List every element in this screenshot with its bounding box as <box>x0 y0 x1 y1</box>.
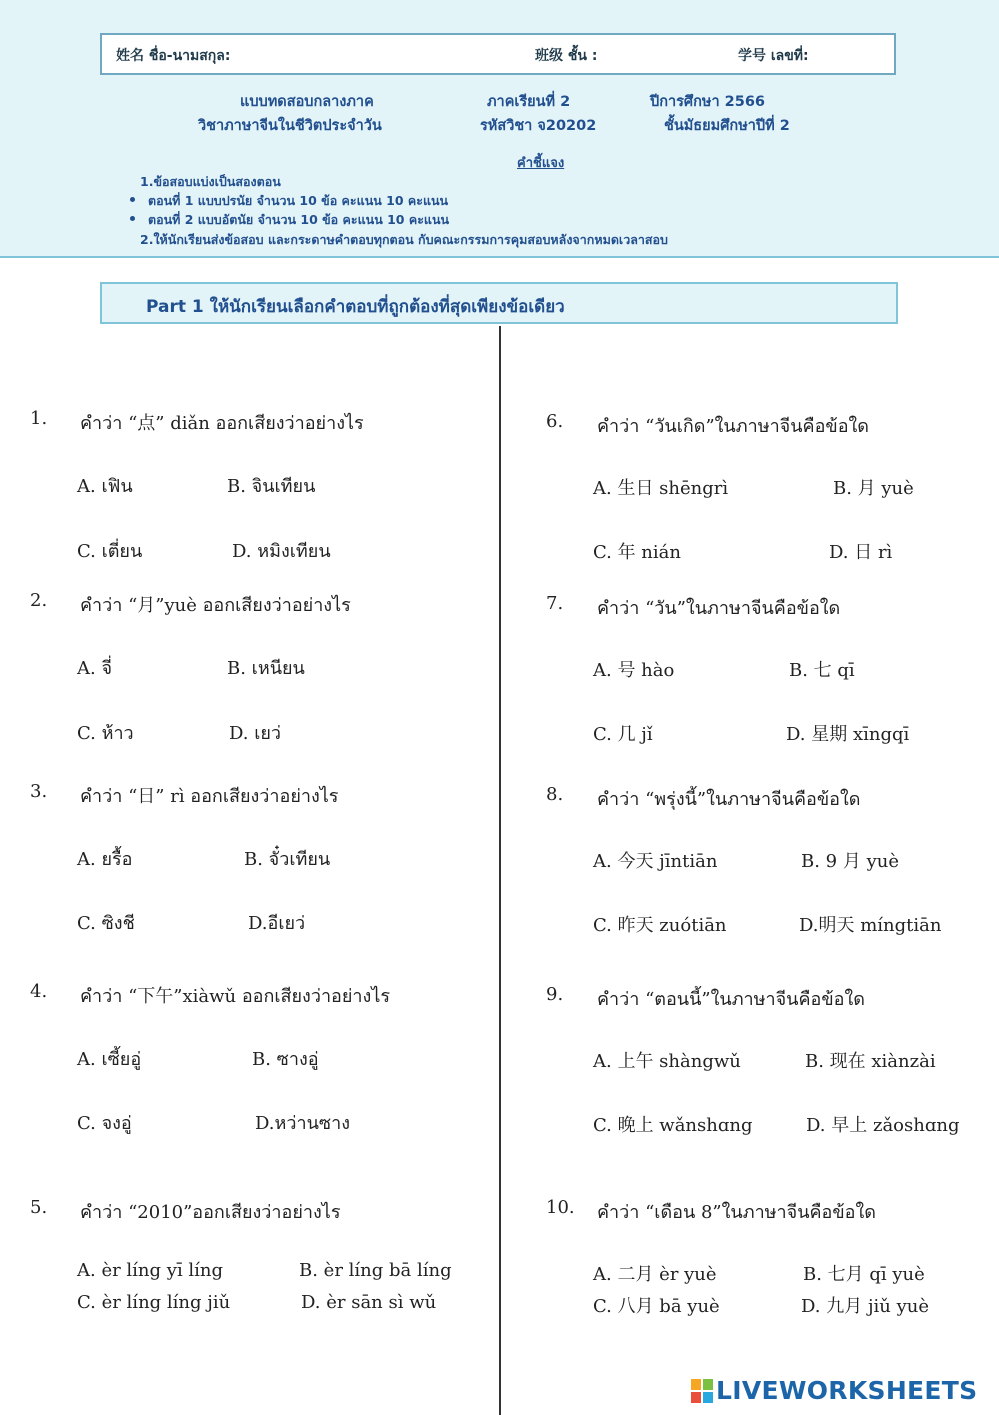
question-text: คำว่า “เดือน 8”ในภาษาจีนคือข้อใด <box>597 1202 876 1223</box>
name-label: 姓名 ชื่อ-นามสกุล: <box>116 48 231 64</box>
option-d[interactable]: D. 星期 xīngqī <box>786 724 910 745</box>
question-number: 4. <box>30 981 48 1002</box>
option-c[interactable]: C. ซิงชี <box>77 913 135 934</box>
academic-year: ปีการศึกษา 2566 <box>650 94 766 110</box>
option-b[interactable]: B. จั๋วเทียน <box>244 849 331 870</box>
option-b[interactable]: B. 七月 qī yuè <box>803 1264 925 1285</box>
question-text: คำว่า “วัน”ในภาษาจีนคือข้อใด <box>597 598 841 619</box>
option-c[interactable]: C. เตี่ยน <box>77 541 143 562</box>
liveworksheets-brand[interactable]: LIVEWORKSHEETS <box>716 1376 978 1405</box>
option-d[interactable]: D.明天 míngtiān <box>799 915 942 936</box>
question-text: คำว่า “พรุ่งนี้”ในภาษาจีนคือข้อใด <box>597 789 861 810</box>
question-number: 1. <box>30 408 48 429</box>
liveworksheets-logo-icon <box>691 1379 713 1403</box>
question-number: 2. <box>30 590 48 611</box>
option-d[interactable]: D. 九月 jiǔ yuè <box>801 1296 930 1317</box>
question-text: คำว่า “2010”ออกเสียงว่าอย่างไร <box>80 1202 341 1223</box>
instructions-title: คำชี้แจง <box>517 156 565 171</box>
option-a[interactable]: A. 二月 èr yuè <box>593 1264 717 1285</box>
subject-code: รหัสวิชา จ20202 <box>480 118 597 134</box>
option-b[interactable]: B. 现在 xiànzài <box>805 1051 936 1072</box>
option-d[interactable]: D.อีเยว่ <box>248 913 306 934</box>
subject-name: วิชาภาษาจีนในชีวิตประจำวัน <box>198 118 382 134</box>
question-number: 10. <box>546 1197 575 1218</box>
question-number: 8. <box>546 784 564 805</box>
number-label: 学号 เลขที่: <box>738 48 809 64</box>
option-c[interactable]: C. จงอู่ <box>77 1113 132 1134</box>
instruction-line: ตอนที่ 2 แบบอัตนัย จำนวน 10 ข้อ คะแนน 10 คะแนน <box>148 212 450 227</box>
option-b[interactable]: B. 9 月 yuè <box>801 851 899 872</box>
option-a[interactable]: A. 上午 shàngwǔ <box>593 1051 741 1072</box>
question-text: คำว่า “月”yuè ออกเสียงว่าอย่างไร <box>80 595 351 616</box>
question-number: 9. <box>546 984 564 1005</box>
option-c[interactable]: C. 八月 bā yuè <box>593 1296 720 1317</box>
option-c[interactable]: C. ห้าว <box>77 723 134 744</box>
instruction-line: ตอนที่ 1 แบบปรนัย จำนวน 10 ข้อ คะแนน 10 คะแนน <box>148 193 449 208</box>
part1-banner <box>100 282 898 324</box>
option-d[interactable]: D.หว่านซาง <box>255 1113 351 1134</box>
option-b[interactable]: B. ซางอู่ <box>252 1049 319 1070</box>
bullet-icon <box>130 216 135 221</box>
option-a[interactable]: A. 号 hào <box>593 660 675 681</box>
option-d[interactable]: D. èr sān sì wǔ <box>301 1292 437 1313</box>
question-number: 6. <box>546 411 564 432</box>
semester: ภาคเรียนที่ 2 <box>487 94 571 110</box>
option-b[interactable]: B. 月 yuè <box>833 478 914 499</box>
option-b[interactable]: B. 七 qī <box>789 660 855 681</box>
option-d[interactable]: D. 早上 zǎoshɑng <box>806 1115 960 1136</box>
question-text: คำว่า “ตอนนี้”ในภาษาจีนคือข้อใด <box>597 989 865 1010</box>
question-number: 5. <box>30 1197 48 1218</box>
grade-level: ชั้นมัธยมศึกษาปีที่ 2 <box>664 118 790 134</box>
option-b[interactable]: B. èr líng bā líng <box>299 1260 452 1281</box>
question-text: คำว่า “日” rì ออกเสียงว่าอย่างไร <box>80 786 339 807</box>
option-a[interactable]: A. เฟิน <box>77 476 133 497</box>
option-c[interactable]: C. 年 nián <box>593 542 681 563</box>
option-b[interactable]: B. เหนียน <box>227 658 305 679</box>
option-a[interactable]: A. เซี้ยอู่ <box>77 1049 142 1070</box>
option-a[interactable]: A. 今天 jīntiān <box>593 851 718 872</box>
student-info-box <box>100 33 896 75</box>
option-a[interactable]: A. èr líng yī líng <box>77 1260 224 1281</box>
option-c[interactable]: C. 几 jǐ <box>593 724 653 745</box>
option-a[interactable]: A. จี่ <box>77 658 112 679</box>
option-a[interactable]: A. ยรื้อ <box>77 849 133 870</box>
option-d[interactable]: D. 日 rì <box>829 542 893 563</box>
bullet-icon <box>130 197 135 202</box>
question-text: คำว่า “点” diǎn ออกเสียงว่าอย่างไร <box>80 413 364 434</box>
option-c[interactable]: C. èr líng líng jiǔ <box>77 1292 231 1313</box>
instruction-line: 2.ให้นักเรียนส่งข้อสอบ และกระดาษคำตอบทุกตอน กับคณะกรรมการคุมสอบหลังจากหมดเวลาสอบ <box>140 232 668 247</box>
exam-type: แบบทดสอบกลางภาค <box>240 94 374 110</box>
class-label: 班级 ชั้น : <box>535 48 598 64</box>
question-number: 3. <box>30 781 48 802</box>
option-b[interactable]: B. จินเทียน <box>227 476 316 497</box>
option-d[interactable]: D. หมิงเทียน <box>232 541 331 562</box>
option-a[interactable]: A. 生日 shēngrì <box>593 478 729 499</box>
question-text: คำว่า “下午”xiàwǔ ออกเสียงว่าอย่างไร <box>80 986 391 1007</box>
option-c[interactable]: C. 晚上 wǎnshɑng <box>593 1115 753 1136</box>
part1-title: Part 1 ให้นักเรียนเลือกคำตอบที่ถูกต้องที่สุดเพียงข้อเดียว <box>146 297 565 317</box>
question-number: 7. <box>546 593 564 614</box>
option-d[interactable]: D. เยว่ <box>229 723 282 744</box>
instruction-line: 1.ข้อสอบแบ่งเป็นสองตอน <box>140 174 281 189</box>
option-c[interactable]: C. 昨天 zuótiān <box>593 915 727 936</box>
question-text: คำว่า “วันเกิด”ในภาษาจีนคือข้อใด <box>597 416 869 437</box>
column-divider <box>499 326 501 1415</box>
